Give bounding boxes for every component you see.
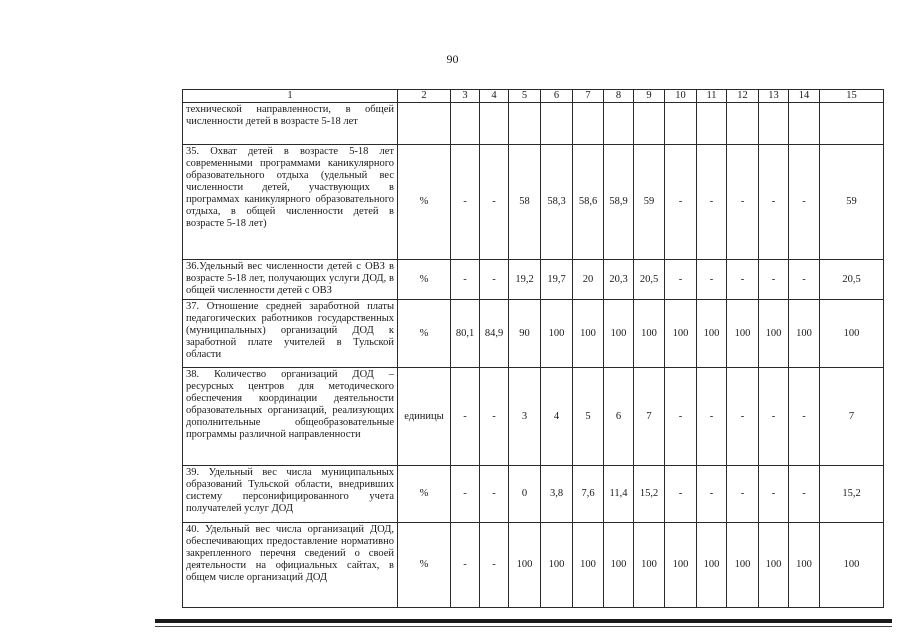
column-header: 7	[573, 90, 604, 103]
footer-rule-thin	[155, 626, 892, 627]
value-cell: 6	[604, 368, 634, 466]
value-cell: -	[697, 260, 727, 300]
column-header: 5	[509, 90, 541, 103]
value-cell: 20	[573, 260, 604, 300]
value-cell: -	[727, 368, 759, 466]
value-cell: 90	[509, 300, 541, 368]
indicator-description: технической направленности, в общей численности детей в возрасте 5-18 лет	[183, 103, 398, 145]
value-cell: -	[789, 260, 820, 300]
value-cell: 15,2	[634, 466, 665, 523]
column-header: 15	[820, 90, 884, 103]
value-cell: 7	[820, 368, 884, 466]
value-cell: 100	[634, 523, 665, 608]
value-cell	[697, 103, 727, 145]
column-header: 4	[480, 90, 509, 103]
indicator-description: 40. Удельный вес числа организаций ДОД, обеспечивающих предоставление нормативно закрепленного перечня сведений о своей деятельности на официальных сайтах, в общем числе организаций ДОД	[183, 523, 398, 608]
value-cell: -	[789, 368, 820, 466]
value-cell: -	[665, 145, 697, 260]
value-cell: -	[697, 466, 727, 523]
table-row	[183, 368, 884, 466]
table-row	[183, 145, 884, 260]
column-header: 1	[183, 90, 398, 103]
value-cell: -	[480, 368, 509, 466]
value-cell: 59	[634, 145, 665, 260]
value-cell: 100	[573, 300, 604, 368]
value-cell: 100	[604, 523, 634, 608]
value-cell: 5	[573, 368, 604, 466]
value-cell: 100	[820, 523, 884, 608]
value-cell: 7	[634, 368, 665, 466]
unit-cell: %	[398, 145, 451, 260]
value-cell: -	[789, 145, 820, 260]
value-cell: 84,9	[480, 300, 509, 368]
value-cell	[541, 103, 573, 145]
value-cell: -	[727, 260, 759, 300]
value-cell	[451, 103, 480, 145]
value-cell: -	[451, 145, 480, 260]
page-number: 90	[446, 52, 459, 66]
value-cell	[634, 103, 665, 145]
column-header: 6	[541, 90, 573, 103]
value-cell: 15,2	[820, 466, 884, 523]
value-cell	[573, 103, 604, 145]
value-cell	[759, 103, 789, 145]
value-cell: 100	[573, 523, 604, 608]
value-cell: 100	[789, 523, 820, 608]
unit-cell: %	[398, 300, 451, 368]
value-cell: 100	[665, 300, 697, 368]
footer-rule	[155, 619, 892, 623]
table-row	[183, 103, 884, 145]
value-cell: 100	[727, 523, 759, 608]
value-cell: 58,6	[573, 145, 604, 260]
indicator-description: 39. Удельный вес числа муниципальных образований Тульской области, внедривших систему персонифицированного учета получателей услуг ДОД	[183, 466, 398, 523]
value-cell: 20,5	[634, 260, 665, 300]
indicators-table	[182, 89, 884, 608]
value-cell: -	[451, 368, 480, 466]
value-cell: -	[727, 466, 759, 523]
value-cell: -	[451, 260, 480, 300]
column-header: 12	[727, 90, 759, 103]
unit-cell: %	[398, 260, 451, 300]
value-cell: -	[759, 145, 789, 260]
value-cell: 59	[820, 145, 884, 260]
table-row	[183, 523, 884, 608]
value-cell: -	[697, 368, 727, 466]
value-cell: 58	[509, 145, 541, 260]
value-cell: 0	[509, 466, 541, 523]
value-cell: 100	[820, 300, 884, 368]
value-cell: -	[480, 523, 509, 608]
value-cell: 20,3	[604, 260, 634, 300]
value-cell: -	[480, 260, 509, 300]
value-cell: 7,6	[573, 466, 604, 523]
value-cell: 100	[604, 300, 634, 368]
column-header: 2	[398, 90, 451, 103]
unit-cell	[398, 103, 451, 145]
value-cell: -	[697, 145, 727, 260]
unit-cell: единицы	[398, 368, 451, 466]
value-cell: 100	[759, 300, 789, 368]
value-cell	[509, 103, 541, 145]
value-cell: 100	[697, 300, 727, 368]
value-cell: -	[759, 368, 789, 466]
value-cell: 100	[727, 300, 759, 368]
value-cell	[665, 103, 697, 145]
value-cell: 20,5	[820, 260, 884, 300]
value-cell: 58,9	[604, 145, 634, 260]
column-header: 14	[789, 90, 820, 103]
unit-cell: %	[398, 523, 451, 608]
value-cell: 80,1	[451, 300, 480, 368]
indicator-description: 38. Количество организаций ДОД – ресурсных центров для методического обеспечения координации деятельности образовательных организаций, реализующих дополнительные общеобразовательные программы различной направленности	[183, 368, 398, 466]
column-header: 3	[451, 90, 480, 103]
value-cell: -	[665, 368, 697, 466]
column-header: 10	[665, 90, 697, 103]
value-cell	[480, 103, 509, 145]
column-header: 11	[697, 90, 727, 103]
value-cell: 3,8	[541, 466, 573, 523]
value-cell: 100	[541, 523, 573, 608]
unit-cell: %	[398, 466, 451, 523]
value-cell: -	[759, 260, 789, 300]
indicator-description: 35. Охват детей в возрасте 5-18 лет современными программами каникулярного образовательного отдыха (удельный вес численности детей, участвующих в программах каникулярного образовательного отдыха, в общей численности детей в возрасте 5-18 лет)	[183, 145, 398, 260]
value-cell: 19,7	[541, 260, 573, 300]
indicator-description: 37. Отношение средней заработной платы педагогических работников государственных (муниципальных) организаций ДОД к заработной плате учителей в Тульской области	[183, 300, 398, 368]
indicator-description: 36.Удельный вес численности детей с ОВЗ в возрасте 5-18 лет, получающих услуги ДОД, в общей численности детей с ОВЗ	[183, 260, 398, 300]
value-cell: 100	[665, 523, 697, 608]
value-cell: 11,4	[604, 466, 634, 523]
value-cell: -	[480, 145, 509, 260]
value-cell: 100	[759, 523, 789, 608]
value-cell: 100	[509, 523, 541, 608]
value-cell: -	[665, 466, 697, 523]
value-cell: -	[451, 466, 480, 523]
column-header: 13	[759, 90, 789, 103]
value-cell: 100	[789, 300, 820, 368]
column-header: 8	[604, 90, 634, 103]
value-cell: 100	[541, 300, 573, 368]
table-body	[183, 103, 884, 608]
value-cell: 3	[509, 368, 541, 466]
value-cell	[789, 103, 820, 145]
table-row	[183, 466, 884, 523]
value-cell: -	[665, 260, 697, 300]
value-cell: 19,2	[509, 260, 541, 300]
value-cell	[604, 103, 634, 145]
value-cell: -	[727, 145, 759, 260]
value-cell	[820, 103, 884, 145]
value-cell	[727, 103, 759, 145]
header-row	[183, 90, 884, 103]
value-cell: -	[759, 466, 789, 523]
table-row	[183, 260, 884, 300]
value-cell: -	[451, 523, 480, 608]
value-cell: 100	[697, 523, 727, 608]
value-cell: -	[789, 466, 820, 523]
value-cell: 58,3	[541, 145, 573, 260]
value-cell: -	[480, 466, 509, 523]
column-header: 9	[634, 90, 665, 103]
value-cell: 4	[541, 368, 573, 466]
value-cell: 100	[634, 300, 665, 368]
table-row	[183, 300, 884, 368]
